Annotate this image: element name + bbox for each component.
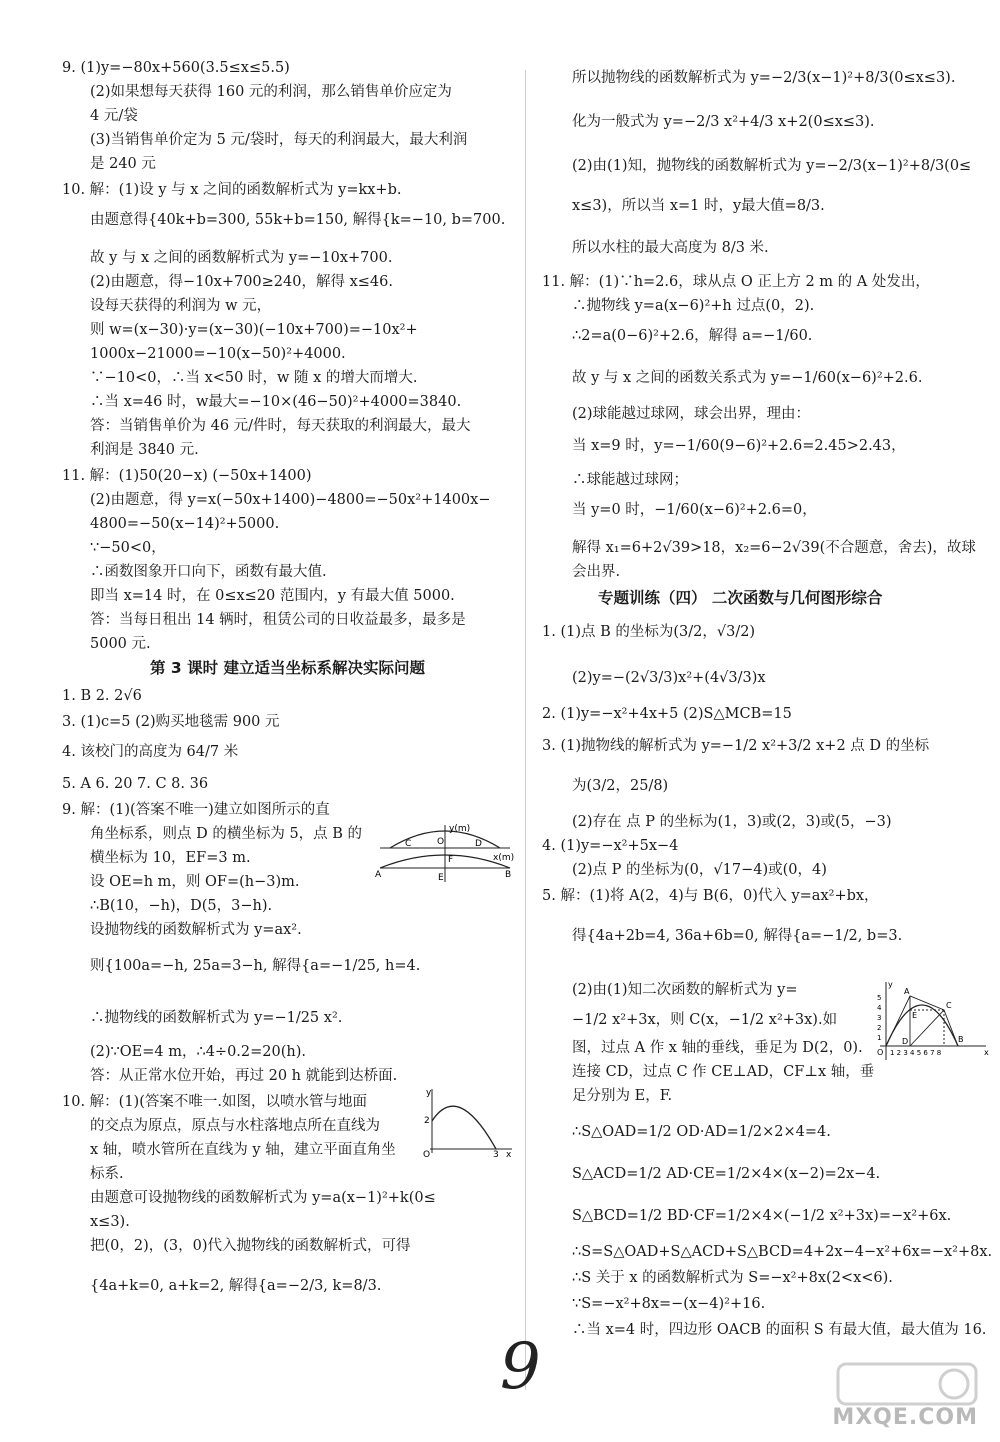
text-line: ∴当 x=46 时，w最大=−10×(46−50)²+4000=3840. (90, 394, 462, 410)
fig-label: y (426, 1088, 432, 1098)
text-line: 1. B 2. 2√6 (62, 688, 142, 704)
text-line: 标系. (90, 1166, 124, 1182)
fig-label: 5 (877, 994, 882, 1002)
text-line: (2)如果想每天获得 160 元的利润，那么销售单价应定为 (90, 84, 452, 100)
fig-label: B (505, 870, 512, 880)
text-line: 答：当销售单价为 46 元/件时，每天获取的利润最大，最大 (90, 418, 471, 434)
fig-label: F (448, 855, 454, 865)
text-line: 角坐标系，则点 D 的横坐标为 5，点 B 的 (90, 826, 363, 842)
text-line: x≤3). (90, 1214, 130, 1230)
fig-label: x (984, 1048, 989, 1057)
section-title: 第 3 课时 建立适当坐标系解决实际问题 (150, 659, 425, 677)
fig-label: 3 (493, 1150, 499, 1157)
text-line: 解得 x₁=6+2√39>18，x₂=6−2√39(不合题意，舍去)，故球 (572, 540, 976, 556)
text-line: 10. 解：(1)设 y 与 x 之间的函数解析式为 y=kx+b. (62, 182, 402, 198)
fig-label: E (438, 873, 444, 883)
text-line: 所以水柱的最大高度为 8/3 米. (572, 240, 769, 256)
text-line: ∴S=S△OAD+S△ACD+S△BCD=4+2x−4−x²+6x=−x²+8x. (572, 1244, 993, 1260)
text-line: 设每天获得的利润为 w 元， (90, 298, 272, 314)
fig-label: B (958, 1035, 964, 1044)
text-line: 4 元/袋 (90, 108, 138, 124)
text-line: 3. (1)c=5 (2)购买地毯需 900 元 (62, 714, 280, 730)
text-line: 即当 x=14 时，在 0≤x≤20 范围内，y 有最大值 5000. (90, 588, 455, 604)
text-line: ∴S 关于 x 的函数解析式为 S=−x²+8x(2<x<6). (572, 1270, 893, 1286)
fig-label: D (475, 839, 482, 849)
text-line: 当 x=9 时，y=−1/60(9−6)²+2.6=2.45>2.43， (572, 438, 906, 454)
text-line: 9. 解：(1)(答案不唯一)建立如图所示的直 (62, 802, 330, 818)
text-line: 1000x−21000=−10(x−50)²+4000. (90, 346, 346, 362)
text-line: 3. (1)抛物线的解析式为 y=−1/2 x²+3/2 x+2 点 D 的坐标 (542, 738, 930, 754)
section-title: 专题训练（四） 二次函数与几何图形综合 (598, 589, 883, 607)
text-line: 4. (1)y=−x²+5x−4 (542, 838, 679, 854)
text-line: (2)存在 点 P 的坐标为(1，3)或(2，3)或(5，−3) (572, 814, 892, 830)
bridge-parabola-figure (375, 822, 515, 892)
text-line: (2)球能越过球网，球会出界，理由： (572, 406, 811, 422)
fig-label: O (877, 1048, 884, 1057)
text-line: (2)由题意，得 y=x(−50x+1400)−4800=−50x²+1400x− (90, 492, 491, 508)
text-line: 4800=−50(x−14)²+5000. (90, 516, 280, 532)
text-line: {4a+k=0, a+k=2, 解得{a=−2/3, k=8/3. (90, 1278, 382, 1294)
text-line: (2)点 P 的坐标为(0，√17−4)或(0，4) (572, 862, 827, 878)
text-line: 9. (1)y=−80x+560(3.5≤x≤5.5) (62, 60, 290, 76)
text-line: 利润是 3840 元. (90, 442, 199, 458)
text-line: 11. 解：(1)50(20−x) (−50x+1400) (62, 468, 312, 484)
text-line: 5. 解：(1)将 A(2，4)与 B(6，0)代入 y=ax²+bx， (542, 888, 879, 904)
text-line: 2. (1)y=−x²+4x+5 (2)S△MCB=15 (542, 706, 792, 722)
fountain-parabola-figure (418, 1085, 516, 1157)
fig-label: 4 (877, 1004, 882, 1012)
fig-label: x(m) (493, 853, 515, 863)
fig-label: 1 (877, 1034, 882, 1042)
text-line: 5000 元. (90, 636, 151, 652)
text-line: (2)由题意，得−10x+700≥240，解得 x≤46. (90, 274, 393, 290)
text-line: ∵−50<0， (90, 540, 166, 556)
text-line: S△ACD=1/2 AD·CE=1/2×4×(x−2)=2x−4. (572, 1166, 881, 1182)
text-line: (2)y=−(2√3/3)x²+(4√3/3)x (572, 670, 766, 686)
text-line: ∴B(10，−h)，D(5，3−h). (90, 898, 273, 914)
text-line: 10. 解：(1)(答案不唯一.如图，以喷水管与地面 (62, 1094, 367, 1110)
text-line: 答：从正常水位开始，再过 20 h 就能到达桥面. (90, 1068, 398, 1084)
text-line: 故 y 与 x 之间的函数关系式为 y=−1/60(x−6)²+2.6. (572, 370, 923, 386)
fig-label: D (902, 1037, 909, 1046)
fig-label: C (405, 839, 412, 849)
text-line: 4. 该校门的高度为 64/7 米 (62, 744, 239, 760)
text-line: 由题意可设抛物线的函数解析式为 y=a(x−1)²+k(0≤ (90, 1190, 436, 1206)
text-line: 设 OE=h m，则 OF=(h−3)m. (90, 874, 300, 890)
text-line: 把(0，2)，(3，0)代入抛物线的函数解析式，可得 (90, 1238, 411, 1254)
fig-label: 3 (877, 1014, 882, 1022)
text-line: ∴抛物线 y=a(x−6)²+h 过点(0，2). (572, 298, 815, 314)
fig-label: y (888, 980, 893, 989)
text-line: 会出界. (572, 564, 621, 580)
column-divider (525, 70, 526, 1390)
text-line: ∴函数图象开口向下，函数有最大值. (90, 564, 327, 580)
text-line: (2)∵OE=4 m，∴4÷0.2=20(h). (90, 1044, 306, 1060)
fig-label: A (375, 870, 382, 880)
watermark-text: MXQE.COM (832, 1405, 978, 1430)
text-line: 当 y=0 时，−1/60(x−6)²+2.6=0， (572, 502, 817, 518)
fig-label: O (423, 1150, 431, 1157)
text-line: 故 y 与 x 之间的函数解析式为 y=−10x+700. (90, 250, 393, 266)
text-line: ∴球能越过球网； (572, 472, 688, 488)
fig-label: 1 2 3 4 5 6 7 8 (890, 1049, 942, 1057)
text-line: 足分别为 E，F. (572, 1088, 673, 1104)
text-line: (2)由(1)知二次函数的解析式为 y= (572, 982, 798, 998)
text-line: ∵S=−x²+8x=−(x−4)²+16. (572, 1296, 766, 1312)
fig-label: O (437, 837, 445, 847)
text-line: (3)当销售单价定为 5 元/袋时，每天的利润最大，最大利润 (90, 132, 468, 148)
text-line: 为(3/2，25/8) (572, 778, 669, 794)
text-line: 图，过点 A 作 x 轴的垂线，垂足为 D(2，0). (572, 1040, 863, 1056)
text-line: 横坐标为 10，EF=3 m. (90, 850, 251, 866)
fig-label: x (506, 1150, 512, 1157)
text-line: 是 240 元 (90, 156, 156, 172)
text-line: 得{4a+2b=4, 36a+6b=0, 解得{a=−1/2, b=3. (572, 928, 903, 944)
text-line: 所以抛物线的函数解析式为 y=−2/3(x−1)²+8/3(0≤x≤3). (572, 70, 956, 86)
fig-label: 2 (424, 1116, 430, 1126)
text-line: 11. 解：(1)∵h=2.6，球从点 O 正上方 2 m 的 A 处发出， (542, 274, 930, 290)
page-number: 9 (500, 1330, 541, 1404)
fig-label: E (912, 1011, 918, 1020)
fig-label: C (946, 1001, 952, 1010)
text-line: 1. (1)点 B 的坐标为(3/2，√3/2) (542, 624, 756, 640)
fig-label: 2 (877, 1024, 882, 1032)
fig-label: y(m) (449, 824, 471, 834)
text-line: 则 w=(x−30)·y=(x−30)(−10x+700)=−10x²+ (90, 322, 418, 338)
text-line: −1/2 x²+3x，则 C(x，−1/2 x²+3x).如 (572, 1012, 838, 1028)
text-line: 连接 CD，过点 C 作 CE⊥AD，CF⊥x 轴，垂 (572, 1064, 875, 1080)
text-line: x≤3)，所以当 x=1 时，y最大值=8/3. (572, 198, 825, 214)
text-line: 则{100a=−h, 25a=3−h, 解得{a=−1/25, h=4. (90, 958, 421, 974)
text-line: ∴抛物线的函数解析式为 y=−1/25 x². (90, 1010, 343, 1026)
text-line: 答：当每日租出 14 辆时，租赁公司的日收益最多，最多是 (90, 612, 466, 628)
text-line: ∴S△OAD=1/2 OD·AD=1/2×2×4=4. (572, 1124, 831, 1140)
text-line: 由题意得{40k+b=300, 55k+b=150, 解得{k=−10, b=700. (90, 212, 506, 228)
fig-label: A (904, 987, 910, 996)
text-line: 的交点为原点，原点与水柱落地点所在直线为 (90, 1118, 380, 1134)
quadratic-geometry-figure (874, 978, 992, 1064)
text-line: ∵−10<0，∴当 x<50 时，w 随 x 的增大而增大. (90, 370, 418, 386)
text-line: ∴2=a(0−6)²+2.6，解得 a=−1/60. (572, 328, 813, 344)
text-line: 5. A 6. 20 7. C 8. 36 (62, 776, 209, 792)
text-line: ∴当 x=4 时，四边形 OACB 的面积 S 有最大值，最大值为 16. (572, 1322, 987, 1338)
text-line: S△BCD=1/2 BD·CF=1/2×4×(−1/2 x²+3x)=−x²+6x. (572, 1208, 952, 1224)
text-line: 化为一般式为 y=−2/3 x²+4/3 x+2(0≤x≤3). (572, 114, 875, 130)
text-line: (2)由(1)知，抛物线的函数解析式为 y=−2/3(x−1)²+8/3(0≤ (572, 158, 972, 174)
text-line: x 轴，喷水管所在直线为 y 轴，建立平面直角坐 (90, 1142, 396, 1158)
text-line: 设抛物线的函数解析式为 y=ax². (90, 922, 302, 938)
